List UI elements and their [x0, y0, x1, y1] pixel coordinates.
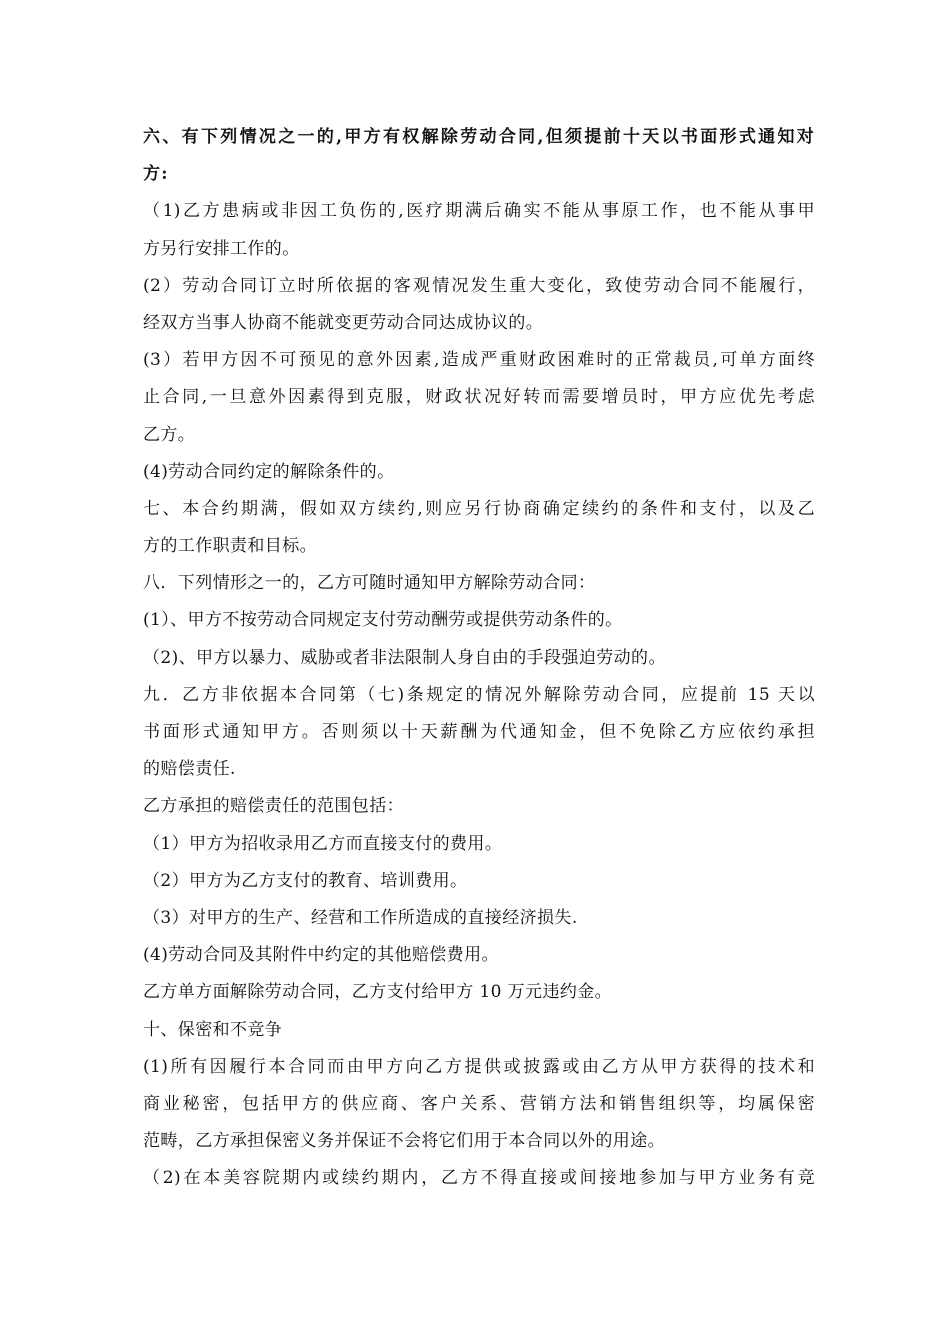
text-line: 经双方当事人协商不能就变更劳动合同达成协议的。 [143, 312, 544, 333]
text-line: 乙方承担的赔偿责任的范围包括： [143, 796, 404, 817]
section-10-heading: 十、保密和不竞争 [143, 1019, 283, 1040]
text-line: 书面形式通知甲方。否则须以十天薪酬为代通知金，但不免除乙方应依约承担 [143, 722, 815, 742]
section-7-line: 七、本合约期满，假如双方续约,则应另行协商确定续约的条件和支付，以及乙 [143, 498, 815, 519]
text-line: 方的工作职责和目标。 [143, 536, 317, 557]
text-line: 的赔偿责任. [143, 759, 236, 780]
section-8-line: 八．下列情形之一的，乙方可随时通知甲方解除劳动合同： [143, 573, 596, 594]
text-line: (1）、甲方不按劳动合同规定支付劳动酬劳或提供劳动条件的。 [143, 610, 623, 631]
text-line: (4)劳动合同及其附件中约定的其他赔偿费用。 [143, 945, 499, 966]
text-line: (3）若甲方因不可预见的意外因素,造成严重财政困难时的正常裁员,可单方面终 [143, 350, 815, 371]
text-line: （1）甲方为招收录用乙方而直接支付的费用。 [143, 833, 503, 854]
text-line: 乙方单方面解除劳动合同，乙方支付给甲方 10 万元违约金。 [143, 982, 613, 1003]
section-9-line: 九．乙方非依据本合同第（七)条规定的情况外解除劳动合同，应提前 15 天以 [143, 684, 815, 705]
section-6-heading-cont: 方: [143, 164, 169, 185]
text-line: 商业秘密，包括甲方的供应商、客户关系、营销方法和销售组织等，均属保密 [143, 1093, 815, 1114]
text-line: （1)乙方患病或非因工负伤的,医疗期满后确实不能从事原工作，也不能从事甲 [143, 201, 815, 222]
document-body [143, 119, 815, 1197]
text-line: （2)在本美容院期内或续约期内，乙方不得直接或间接地参加与甲方业务有竞 [143, 1168, 815, 1189]
text-line: （3）对甲方的生产、经营和工作所造成的直接经济损失. [143, 907, 578, 928]
text-line: (2）劳动合同订立时所依据的客观情况发生重大变化，致使劳动合同不能履行， [143, 275, 815, 296]
text-line: (4)劳动合同约定的解除条件的。 [143, 461, 395, 482]
text-line: (1)所有因履行本合同而由甲方向乙方提供或披露或由乙方从甲方获得的技术和 [143, 1056, 815, 1077]
text-line: （2)、甲方以暴力、威胁或者非法限制人身自由的手段强迫劳动的。 [143, 647, 666, 668]
text-line: 方另行安排工作的。 [143, 238, 300, 259]
section-6-heading: 六、有下列情况之一的,甲方有权解除劳动合同,但须提前十天以书面形式通知对 [143, 127, 815, 147]
text-line: 范畴，乙方承担保密义务并保证不会将它们用于本合同以外的用途。 [143, 1131, 665, 1152]
text-line: （2）甲方为乙方支付的教育、培训费用。 [143, 870, 468, 891]
text-line: 乙方。 [143, 424, 196, 445]
text-line: 止合同,一旦意外因素得到克服，财政状况好转而需要增员时，甲方应优先考虑 [143, 387, 815, 408]
